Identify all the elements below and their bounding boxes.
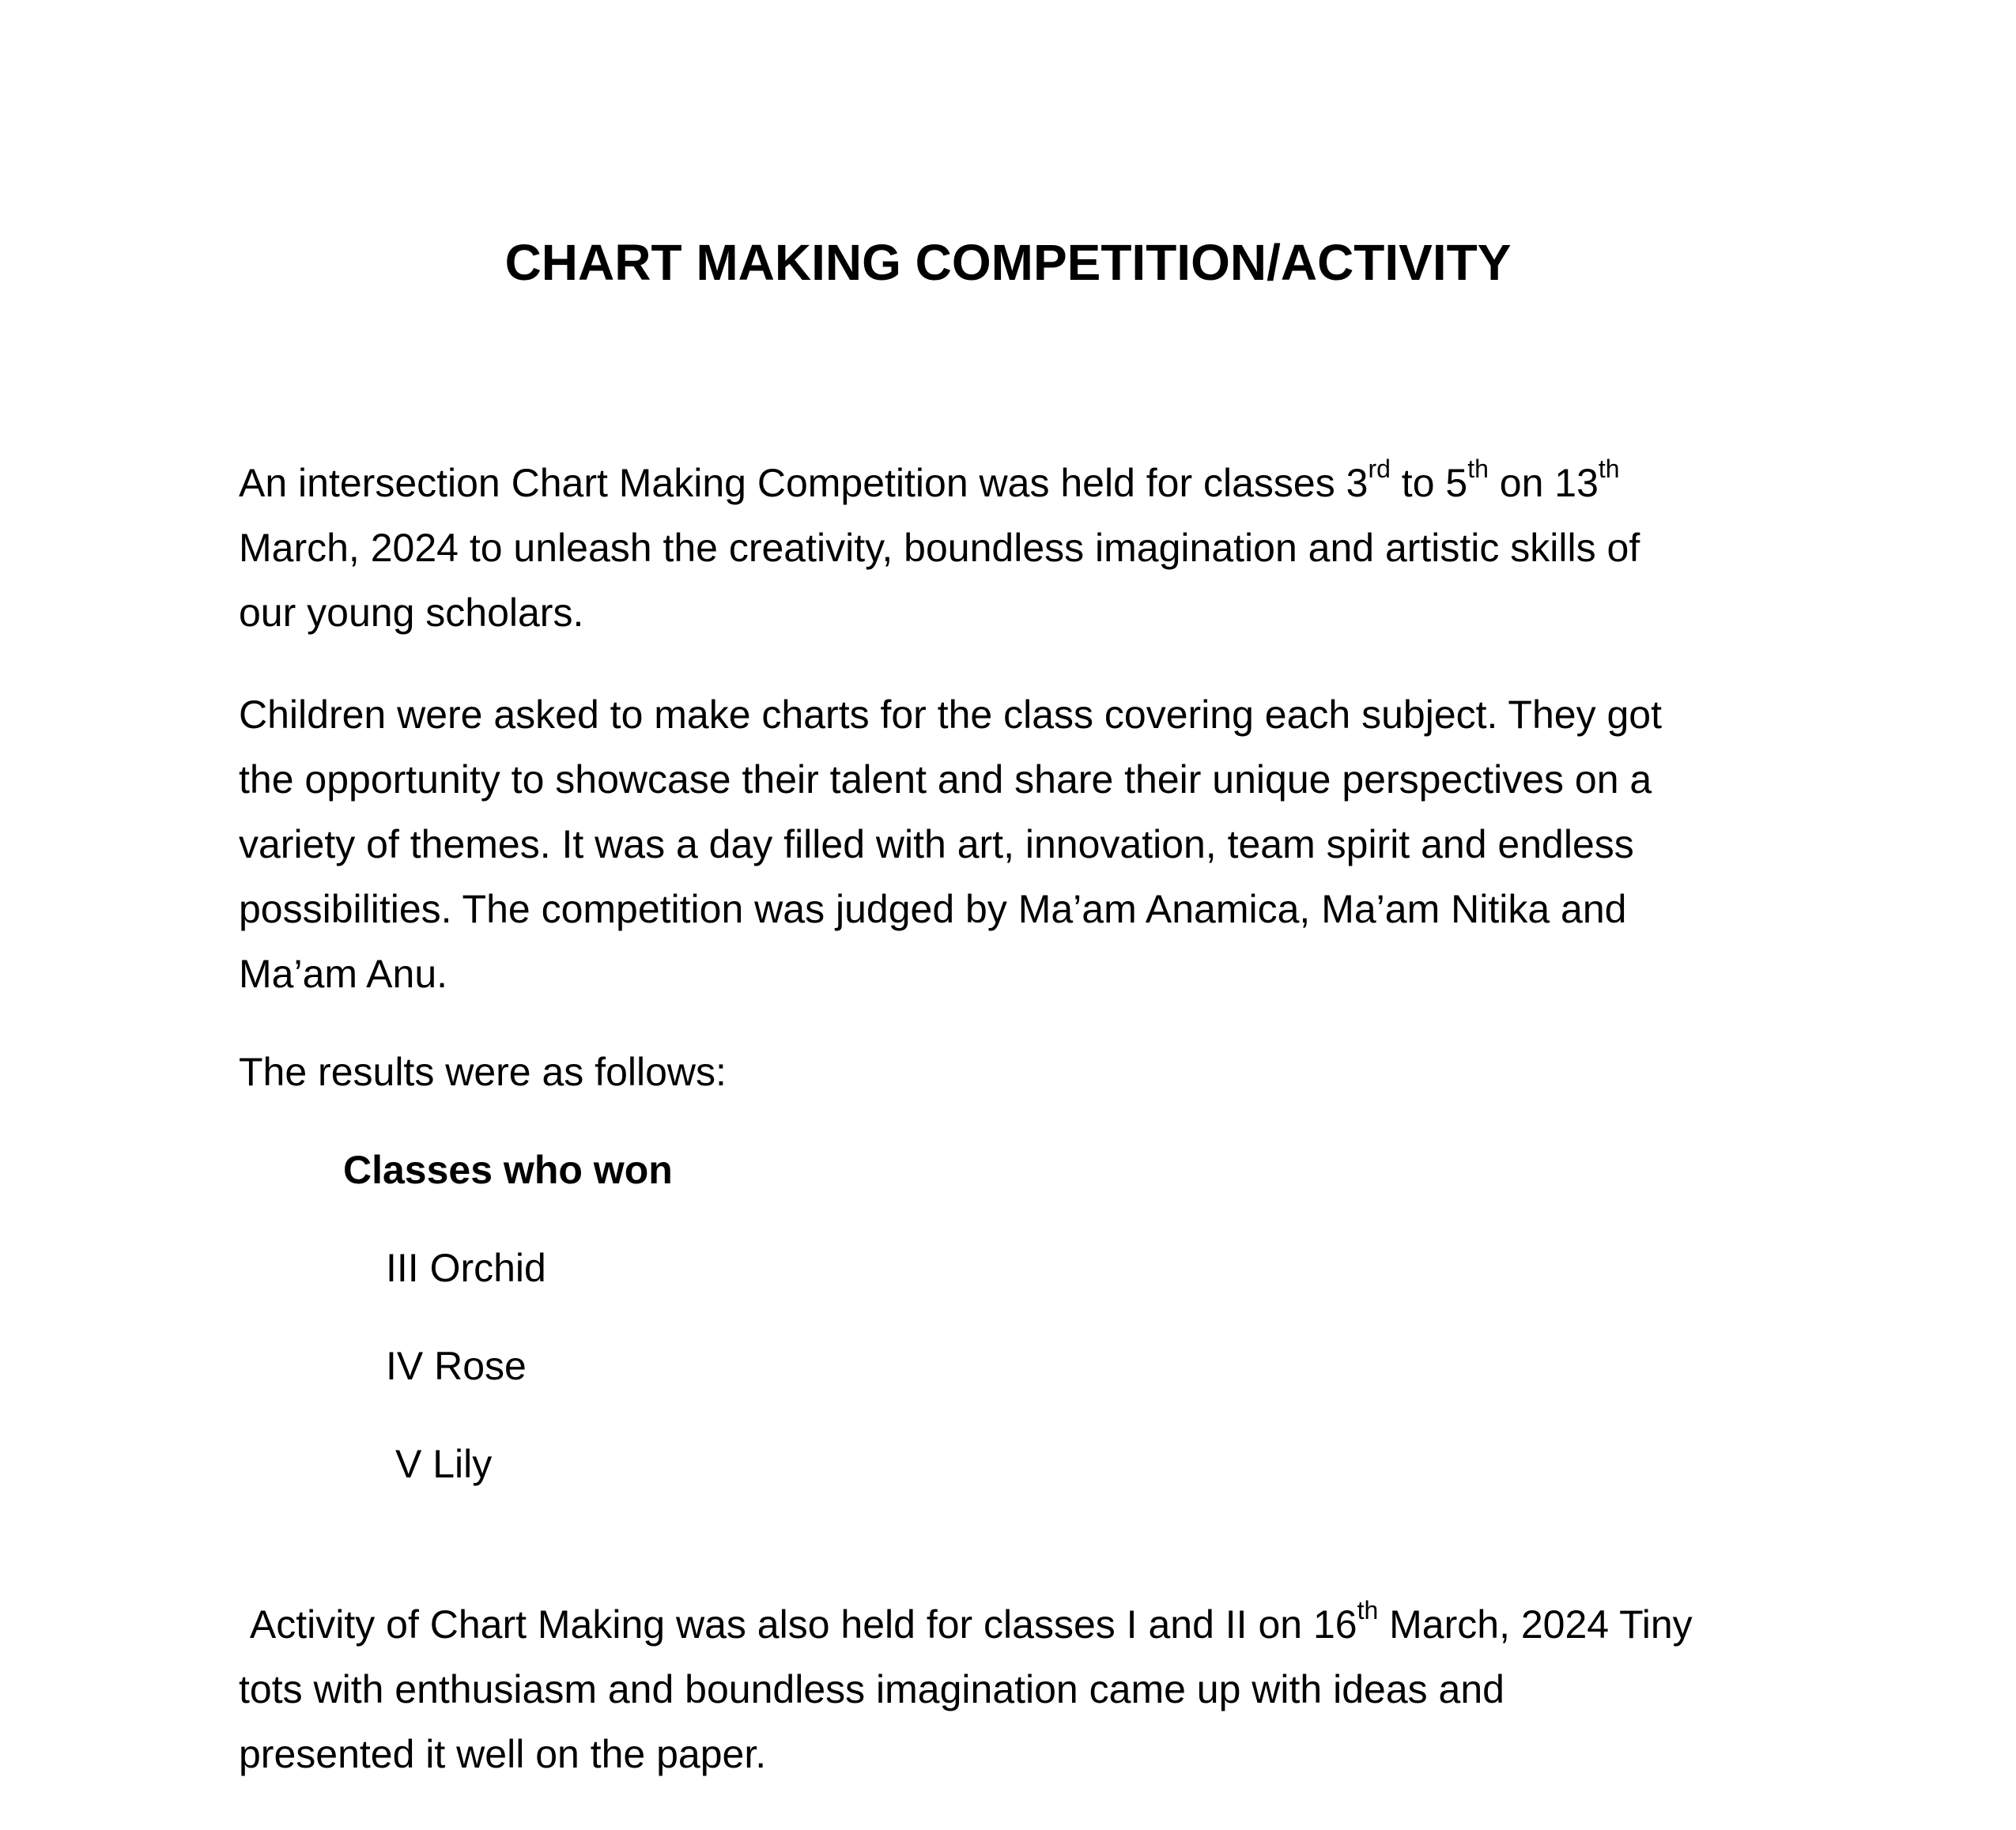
winner-item: IV Rose	[386, 1344, 527, 1388]
intro-line-2: March, 2024 to unleash the creativity, boundless imagination and artistic skills of	[239, 526, 1640, 570]
activity-line-1	[239, 1592, 1820, 1657]
activity-line-2: tots with enthusiasm and boundless imagination came up with ideas and	[239, 1667, 1504, 1711]
winners-heading: Classes who won	[343, 1148, 673, 1192]
ordinal-th-activity: th	[1357, 1596, 1379, 1624]
description-line-3: variety of themes. It was a day filled with art, innovation, team spirit and endless	[239, 822, 1634, 866]
intro-text-b: to 5	[1390, 461, 1468, 505]
page-title: CHART MAKING COMPETITION/ACTIVITY	[504, 234, 1512, 291]
intro-text-a: An intersection Chart Making Competition was held for classes 3	[239, 461, 1369, 505]
intro-text-c: on 13	[1488, 461, 1599, 505]
intro-line-1	[239, 451, 1820, 515]
winner-item: III Orchid	[386, 1246, 546, 1290]
description-paragraph	[239, 682, 1820, 1006]
results-intro	[239, 1040, 1820, 1104]
ordinal-th-date: th	[1598, 455, 1620, 483]
results-intro-text: The results were as follows:	[239, 1050, 727, 1094]
description-line-2: the opportunity to showcase their talent and share their unique perspectives on a	[239, 757, 1652, 802]
description-line-4: possibilities. The competition was judged by Ma’am Anamica, Ma’am Nitika and	[239, 887, 1627, 931]
intro-paragraph	[239, 451, 1820, 645]
activity-text-b: March, 2024 Tiny	[1378, 1602, 1693, 1647]
activity-text-a: Activity of Chart Making was also held for classes I and II on 16	[249, 1602, 1357, 1647]
ordinal-th: th	[1467, 455, 1489, 483]
activity-paragraph	[239, 1592, 1820, 1787]
winner-item: V Lily	[395, 1442, 493, 1486]
ordinal-rd: rd	[1368, 455, 1391, 483]
description-line-5: Ma’am Anu.	[239, 952, 448, 996]
description-line-1: Children were asked to make charts for the class covering each subject. They got	[239, 692, 1662, 737]
intro-line-3: our young scholars.	[239, 591, 584, 635]
activity-line-3: presented it well on the paper.	[239, 1732, 767, 1776]
